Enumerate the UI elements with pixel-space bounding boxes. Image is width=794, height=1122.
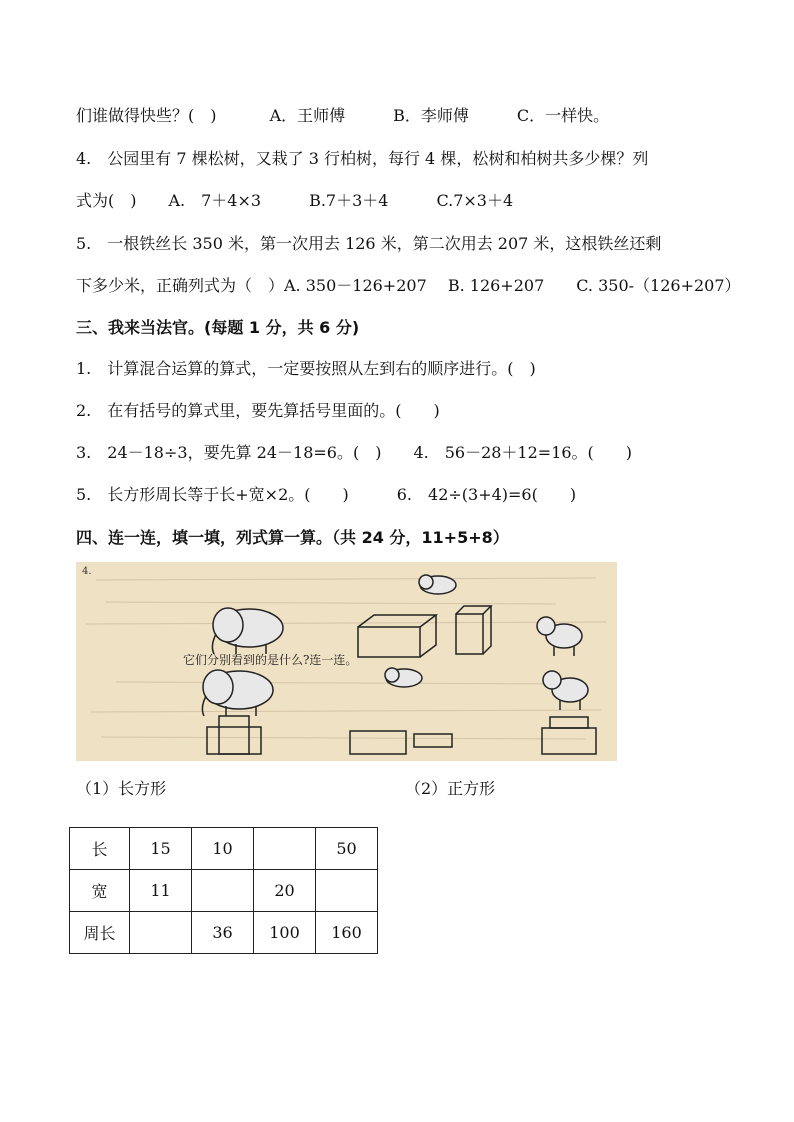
table-cell: 11 bbox=[130, 870, 192, 912]
judge-item-1: 1. 计算混合运算的算式，一定要按照从左到右的顺序进行。( ) bbox=[76, 359, 536, 378]
section-3-heading: 三、我来当法官。(每题 1 分，共 6 分) bbox=[76, 318, 360, 337]
table-cell: 15 bbox=[130, 828, 192, 870]
question-4-text: 4. 公园里有 7 棵松树，又栽了 3 行柏树，每行 4 棵，松树和柏树共多少棵？列 bbox=[76, 149, 649, 168]
view-shape-2-icon bbox=[350, 731, 452, 754]
elephant-icon-top bbox=[212, 608, 283, 654]
question-4-options: 式为( ) A. 7＋4×3 B.7＋3＋4 C.7×3＋4 bbox=[76, 191, 514, 210]
judge-item-3-4: 3. 24－18÷3，要先算 24－18=6。( ) 4. 56－28＋12=16。( ) bbox=[76, 443, 633, 462]
table-cell: 160 bbox=[316, 912, 378, 954]
table-cell: 50 bbox=[316, 828, 378, 870]
judge-item-5-6: 5. 长方形周长等于长+宽×2。( ) 6. 42÷(3+4)=6( ) bbox=[76, 485, 577, 504]
table-cell bbox=[192, 870, 254, 912]
table-header-width: 宽 bbox=[70, 870, 130, 912]
figure-instruction: 它们分别看到的是什么?连一连。 bbox=[183, 653, 358, 667]
table-cell: 10 bbox=[192, 828, 254, 870]
table-cell bbox=[130, 912, 192, 954]
dog-icon-right-bottom bbox=[543, 671, 588, 710]
table-header-perimeter: 周长 bbox=[70, 912, 130, 954]
caption-rectangle: （1）长方形 bbox=[76, 779, 167, 798]
elephant-icon-bottom bbox=[202, 670, 273, 716]
matching-figure bbox=[76, 562, 617, 761]
tall-cuboid-icon bbox=[456, 606, 491, 654]
dog-icon-middle bbox=[385, 668, 422, 687]
table-cell bbox=[254, 828, 316, 870]
dog-icon-right-top bbox=[537, 617, 582, 656]
table-row-perimeter bbox=[70, 912, 378, 954]
table-cell: 20 bbox=[254, 870, 316, 912]
table-cell: 36 bbox=[192, 912, 254, 954]
table-cell: 100 bbox=[254, 912, 316, 954]
table-row-length bbox=[70, 828, 378, 870]
perimeter-table bbox=[69, 827, 378, 954]
caption-square: （2）正方形 bbox=[405, 779, 496, 798]
question-5-options: 下多少米，正确列式为（ ）A. 350－126+207 B. 126+207 C. 350-（126+207） bbox=[76, 276, 741, 295]
question-5-text: 5. 一根铁丝长 350 米，第一次用去 126 米，第二次用去 207 米，这根铁丝还剩 bbox=[76, 234, 662, 253]
view-shape-3-icon bbox=[542, 717, 596, 754]
cuboid-icon bbox=[358, 615, 436, 657]
figure-number: 4. bbox=[82, 566, 92, 577]
table-cell bbox=[316, 870, 378, 912]
table-row-width bbox=[70, 870, 378, 912]
question-3-options: 们谁做得快些？( ) A．王师傅 B．李师傅 C．一样快。 bbox=[76, 106, 610, 125]
judge-item-2: 2. 在有括号的算式里，要先算括号里面的。( ) bbox=[76, 401, 440, 420]
table-header-length: 长 bbox=[70, 828, 130, 870]
dog-icon-top bbox=[419, 575, 456, 594]
section-4-heading: 四、连一连，填一填，列式算一算。（共 24 分，11+5+8） bbox=[76, 528, 509, 547]
matching-figure-drawing bbox=[76, 562, 617, 761]
view-shape-1-icon bbox=[207, 716, 261, 754]
